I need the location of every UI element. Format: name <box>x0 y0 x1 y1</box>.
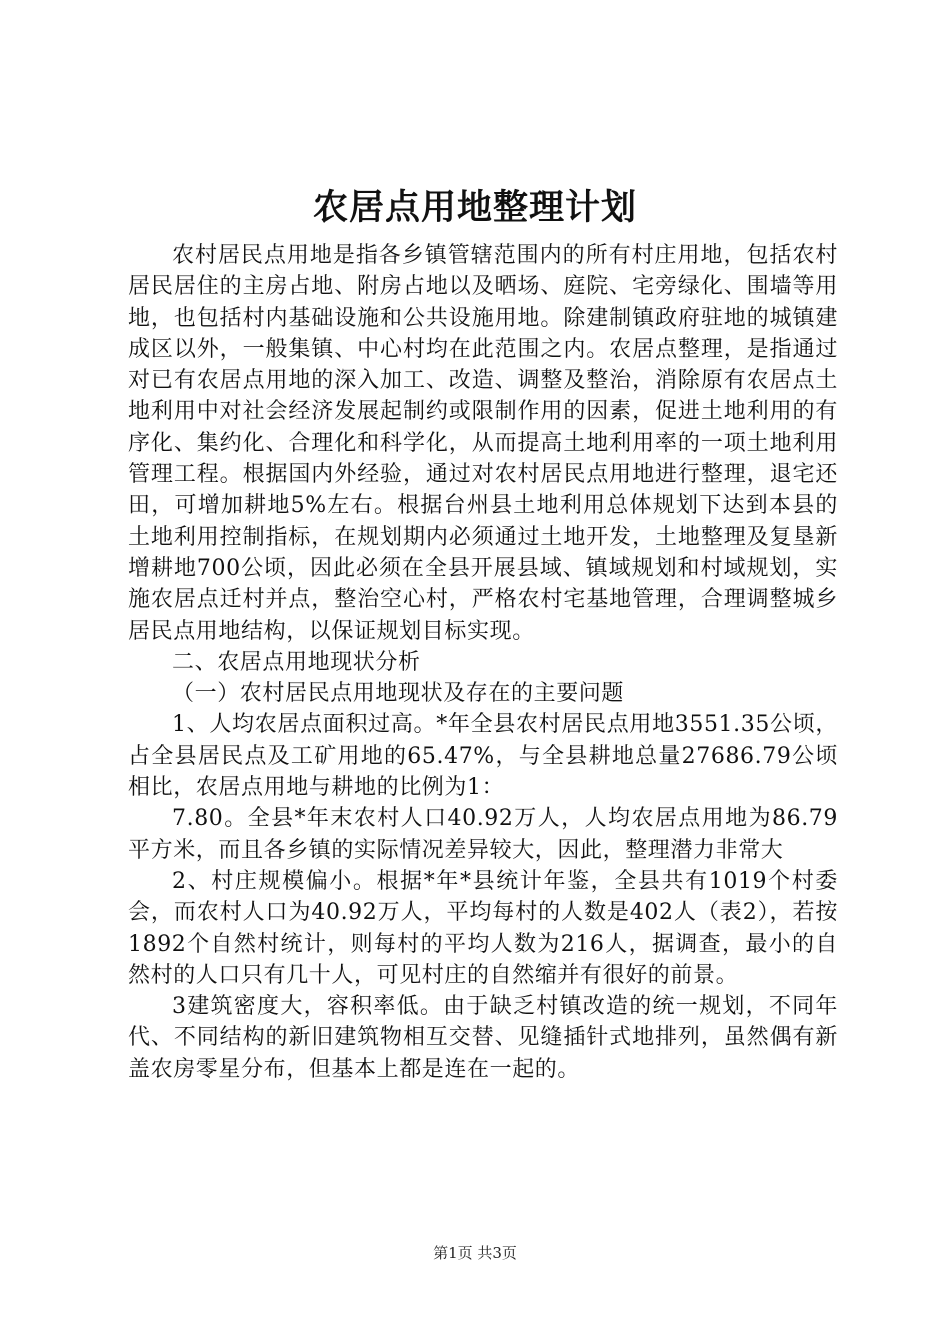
page-footer: 第1页 共3页 <box>433 1244 517 1262</box>
document-body <box>128 240 838 1085</box>
paragraph-intro: 农村居民点用地是指各乡镇管辖范围内的所有村庄用地，包括农村居民居住的主房占地、附房占地以及晒场、庭院、宅旁绿化、围墙等用地，也包括村内基础设施和公共设施用地。除建制镇政府驻地的城镇建成区以外，一般集镇、中心村均在此范围之内。农居点整理，是指通过对已有农居点用地的深入加工、改造、调整及整治，消除原有农居点土地利用中对社会经济发展起制约或限制作用的因素，促进土地利用的有序化、集约化、合理化和科学化，从而提高土地利用率的一项土地利用管理工程。根据国内外经验，通过对农村居民点用地进行整理，退宅还田，可增加耕地5%左右。根据台州县土地利用总体规划下达到本县的土地利用控制指标，在规划期内必须通过土地开发，土地整理及复垦新增耕地700公顷，因此必须在全县开展县域、镇域规划和村域规划，实施农居点迁村并点，整治空心村，严格农村宅基地管理，合理调整城乡居民点用地结构，以保证规划目标实现。 <box>128 243 838 644</box>
document-title: 农居点用地整理计划 <box>312 188 637 228</box>
paragraph-item-3: 3建筑密度大，容积率低。由于缺乏村镇改造的统一规划，不同年代、不同结构的新旧建筑物相互交替、见缝插针式地排列，虽然偶有新盖农房零星分布，但基本上都是连在一起的。 <box>128 994 838 1082</box>
section-heading: 二、农居点用地现状分析 <box>172 649 421 675</box>
paragraph-item-1-continued: 7.80。全县*年末农村人口40.92万人，人均农居点用地为86.79平方米，而且各乡镇的实际情况差异较大，因此，整理潜力非常大 <box>128 806 838 863</box>
paragraph-item-1: 1、人均农居点面积过高。*年全县农村居民点用地3551.35公顷，占全县居民点及工矿用地的65.47%，与全县耕地总量27686.79公顷相比，农居点用地与耕地的比例为1： <box>128 712 838 801</box>
subsection-heading: （一）农村居民点用地现状及存在的主要问题 <box>172 681 625 707</box>
paragraph-item-2: 2、村庄规模偏小。根据*年*县统计年鉴，全县共有1019个村委会，而农村人口为40.92万人，平均每村的人数是402人（表2），若按1892个自然村统计，则每村的平均人数为216人，据调查，最小的自然村的人口只有几十人，可见村庄的自然缩并有很好的前景。 <box>128 868 838 988</box>
